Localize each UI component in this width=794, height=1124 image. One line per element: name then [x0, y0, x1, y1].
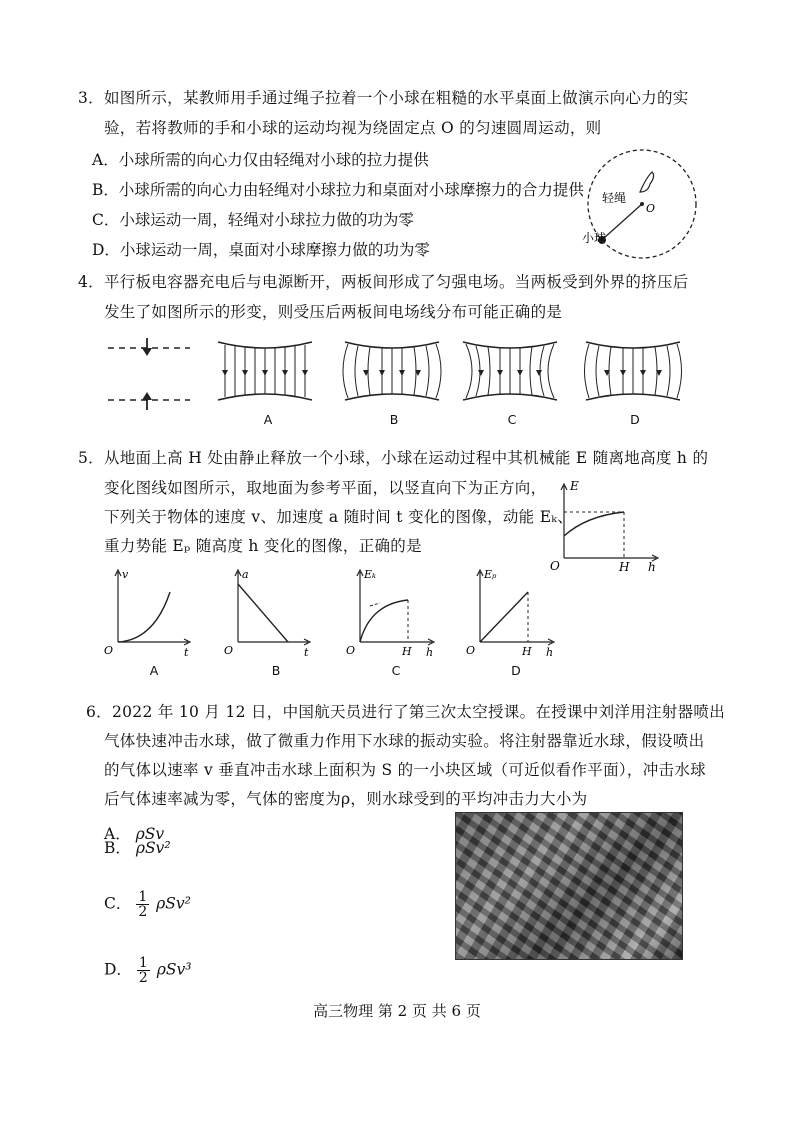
q4-option-a-figure — [218, 342, 312, 400]
q5-graph-d-y: Eₚ — [484, 568, 497, 581]
q6-stem-line3: 的气体以速率 v 垂直冲击水球上面积为 S 的一小块区域（可近似看作平面），冲击水球 — [104, 761, 706, 779]
q6-option-d-text: ρSv³ — [156, 960, 192, 979]
q6-option-d-key: D． — [104, 960, 132, 979]
q3-option-b: B．小球所需的向心力由轻绳对小球拉力和桌面对小球摩擦力的合力提供 — [92, 181, 584, 199]
q3-option-d: D．小球运动一周，桌面对小球摩擦力做的功为零 — [92, 241, 430, 259]
q5-graph-b — [224, 566, 314, 656]
q6-option-b-key: B． — [104, 839, 131, 857]
q5-graph-c — [346, 566, 440, 656]
q6-option-d-fraction: $\frac{1}{2}$ — [138, 955, 148, 986]
q5-label-b: B — [271, 663, 281, 678]
q4-label-a: A — [263, 412, 273, 427]
q6-option-c — [104, 890, 191, 919]
q6-option-c-fraction: $\frac{1}{2}$ — [138, 889, 148, 920]
q5-graph-c-h: H — [402, 645, 412, 656]
q3-rope-label: 轻绳 — [602, 191, 627, 205]
q6-stem-line4: 后气体速率减为零，气体的密度为ρ，则水球受到的平均冲击力大小为 — [104, 790, 588, 808]
q5-main-origin: O — [550, 559, 560, 572]
q5-main-graph — [546, 478, 666, 572]
q5-graph-d-h: H — [522, 645, 532, 656]
q6-option-c-text: ρSv² — [156, 894, 191, 913]
q6-stem-line1: 6．2022 年 10 月 12 日，中国航天员进行了第三次太空授课。在授课中刘洋用注射器喷出 — [86, 703, 725, 721]
page-footer: 高三物理 第 2 页 共 6 页 — [313, 1002, 481, 1020]
q5-stem-line1: 5．从地面上高 H 处由静止释放一个小球，小球在运动过程中其机械能 E 随离地高度 h 的 — [78, 449, 709, 467]
q5-stem-line4: 重力势能 Eₚ 随高度 h 变化的图像，正确的是 — [104, 537, 422, 555]
q5-graph-a-y: v — [122, 568, 129, 581]
q5-graph-b-origin: O — [224, 644, 234, 656]
q5-label-d: D — [511, 663, 521, 678]
q5-stem-line2: 变化图线如图所示，取地面为参考平面，以竖直向下为正方向， — [104, 479, 547, 497]
q3-option-c: C．小球运动一周，轻绳对小球拉力做的功为零 — [92, 211, 414, 229]
q3-o-label: O — [646, 202, 656, 215]
q5-main-x-label: h — [648, 560, 656, 572]
q3-hand-icon — [640, 172, 654, 192]
q6-option-a-key: A． — [104, 825, 131, 843]
q5-graph-a-x: t — [184, 646, 189, 656]
q5-stem-line3: 下列关于物体的速度 v、加速度 a 随时间 t 变化的图像，动能 Eₖ、 — [104, 508, 574, 526]
q5-graph-c-origin: O — [346, 644, 356, 656]
q6-stem-line2: 气体快速冲击水球，做了微重力作用下水球的振动实验。将注射器靠近水球，假设喷出 — [104, 732, 705, 750]
q6-option-a-text: ρSv — [135, 825, 165, 843]
q5-main-y-label: E — [570, 479, 579, 493]
q5-graph-a — [104, 566, 194, 656]
q3-stem-line1: 3．如图所示，某教师用手通过绳子拉着一个小球在粗糙的水平桌面上做演示向心力的实 — [78, 89, 689, 107]
q3-circle-figure — [580, 142, 700, 262]
q4-label-b: B — [389, 412, 399, 427]
q4-stem-line2: 发生了如图所示的形变，则受压后两板间电场线分布可能正确的是 — [104, 303, 563, 321]
q5-label-a: A — [149, 663, 159, 678]
q4-option-c-figure — [463, 342, 557, 400]
q4-option-b-figure — [343, 342, 441, 400]
q4-option-d-figure — [585, 342, 682, 400]
q3-center-point — [640, 202, 644, 206]
q4-label-d: D — [630, 412, 640, 427]
q5-label-c: C — [391, 663, 401, 678]
q4-reference-plates — [108, 338, 190, 410]
q6-option-b — [104, 836, 171, 858]
q5-main-h-mark: H — [619, 560, 630, 572]
q5-graph-d-origin: O — [466, 644, 476, 656]
q4-stem-line1: 4．平行板电容器充电后与电源断开，两板间形成了匀强电场。当两板受到外界的挤压后 — [78, 273, 689, 291]
q5-graph-b-x: t — [304, 646, 309, 656]
q3-rope — [604, 204, 642, 238]
q5-graph-b-y: a — [242, 568, 249, 581]
q6-option-c-key: C． — [104, 894, 132, 913]
q6-option-d — [104, 956, 191, 985]
q6-option-b-text: ρSv² — [135, 839, 171, 857]
q6-space-photo — [455, 812, 683, 960]
q5-graph-a-origin: O — [104, 644, 114, 656]
q3-stem-line2: 验，若将教师的手和小球的运动均视为绕固定点 O 的匀速圆周运动，则 — [104, 119, 602, 137]
q5-graph-c-x: h — [426, 646, 434, 656]
q3-option-a: A．小球所需的向心力仅由轻绳对小球的拉力提供 — [92, 151, 429, 169]
q4-label-c: C — [507, 412, 517, 427]
q3-ball-label: 小球 — [582, 231, 607, 245]
q5-graph-d — [466, 566, 560, 656]
q5-graph-c-y: Eₖ — [364, 568, 377, 581]
q5-graph-d-x: h — [546, 646, 554, 656]
